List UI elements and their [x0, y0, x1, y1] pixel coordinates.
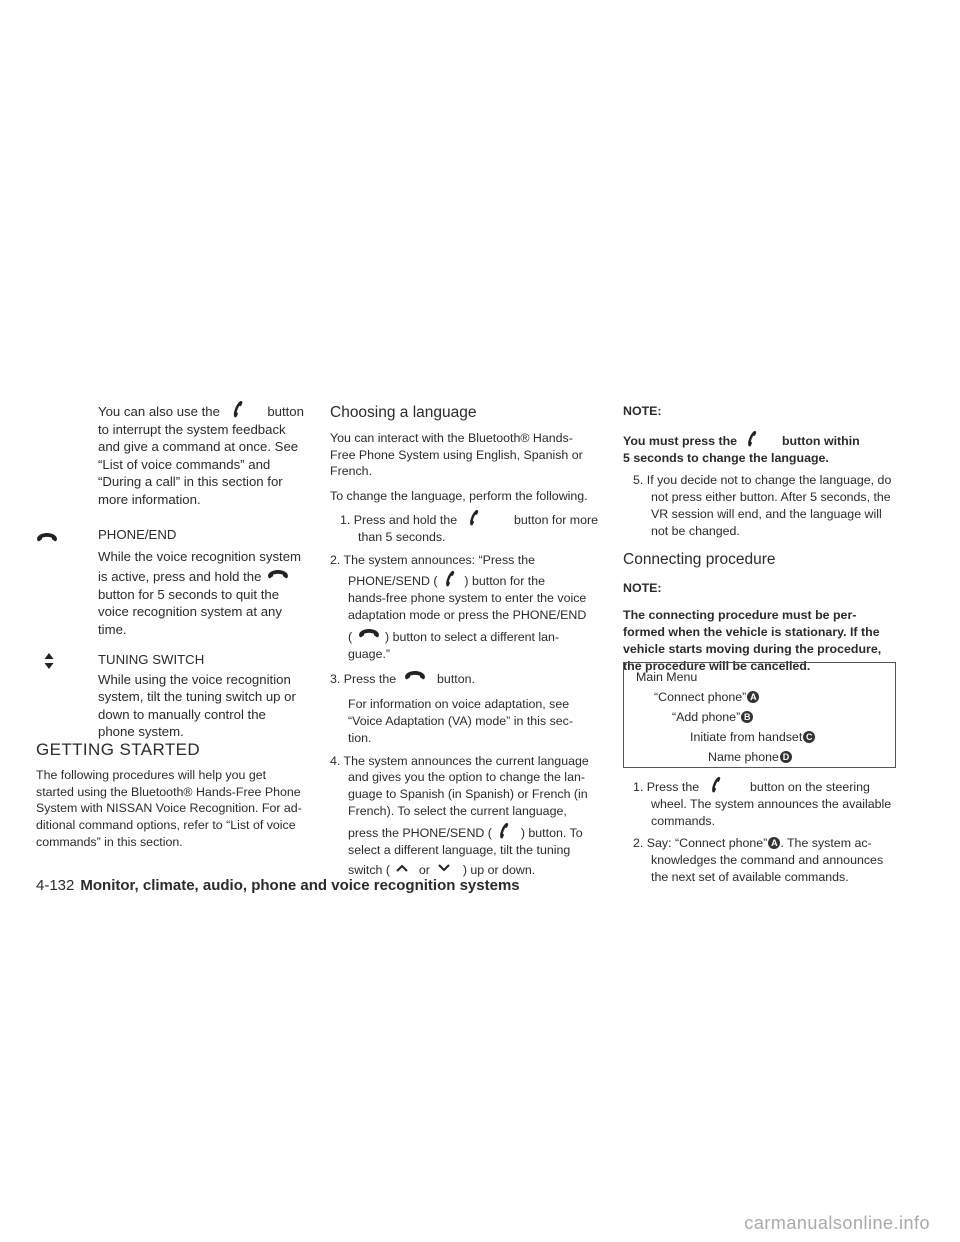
- text: Free Phone System using English, Spanish or: [330, 447, 583, 462]
- text: is active, press and hold the: [98, 569, 262, 585]
- phone-send-talk-icon: [469, 509, 481, 526]
- marker-a: A: [747, 691, 759, 703]
- column-3: [623, 403, 896, 674]
- getting-started-section: [36, 742, 308, 851]
- phone-send-talk-icon: [747, 430, 759, 447]
- text: You can interact with the Bluetooth® Hands-: [330, 430, 573, 445]
- text: down to manually control the: [98, 706, 266, 722]
- text: French.: [330, 464, 373, 479]
- tuning-switch-icon: [44, 653, 54, 669]
- marker-a: A: [768, 837, 780, 849]
- step-5: [623, 472, 896, 539]
- section-heading: Choosing a language: [330, 404, 477, 421]
- page-footer: [36, 877, 520, 894]
- text: 2. Say: “Connect phone”: [633, 836, 768, 851]
- text: “Voice Adaptation (VA) mode” in this sec-: [348, 713, 573, 728]
- text: French). To select the current language,: [348, 803, 567, 818]
- text: 1. Press the: [633, 780, 700, 794]
- marker-d: D: [780, 751, 792, 763]
- interrupt-paragraph: [36, 400, 306, 509]
- text: ) button. To: [520, 825, 583, 840]
- text: adaptation mode or press the PHONE/END: [348, 607, 587, 622]
- phone-send-talk-icon: [445, 570, 457, 587]
- text: than 5 seconds.: [358, 529, 446, 544]
- text: While the voice recognition system: [98, 548, 302, 564]
- text: started using the Bluetooth® Hands-Free Phone: [36, 784, 301, 799]
- column-1: [36, 400, 306, 509]
- text: wheel. The system announces the available: [651, 796, 892, 811]
- text: phone system.: [98, 724, 184, 740]
- text: not be changed.: [651, 523, 740, 538]
- page-number: 4-132: [36, 877, 75, 894]
- text: 3. Press the: [330, 672, 397, 687]
- text: 4. The system announces the current language: [330, 753, 589, 768]
- text: hands-free phone system to enter the voice: [348, 591, 587, 606]
- text: ) button for the: [464, 574, 545, 589]
- item-title: PHONE/END: [98, 527, 177, 542]
- section-heading: Connecting procedure: [623, 550, 776, 568]
- text: The connecting procedure must be per-: [623, 608, 857, 623]
- text: While using the voice recognition: [98, 671, 291, 687]
- text: press the PHONE/SEND (: [348, 825, 492, 840]
- item-title: TUNING SWITCH: [98, 652, 205, 667]
- text: 5. If you decide not to change the language, do: [633, 473, 892, 488]
- step-1: [330, 509, 602, 546]
- text: ditional command options, refer to “List of voice: [36, 818, 296, 833]
- text: VR session will end, and the language will: [651, 506, 882, 521]
- text: The following procedures will help you get: [36, 767, 267, 782]
- text: not press either button. After 5 seconds, the: [651, 490, 891, 505]
- text: tion.: [348, 730, 372, 745]
- phone-send-talk-icon: [232, 400, 246, 418]
- connect-step-2: [633, 835, 896, 885]
- text: or: [418, 863, 430, 878]
- text: time.: [98, 621, 127, 637]
- menu-item: Initiate from handset: [690, 730, 803, 744]
- marker-b: B: [741, 711, 753, 723]
- menu-item: “Connect phone”: [654, 690, 747, 704]
- text: and gives you the option to change the lan-: [348, 770, 585, 785]
- text: ) button to select a different lan-: [385, 629, 560, 644]
- chapter-title: Monitor, climate, audio, phone and voice recognition systems: [80, 877, 520, 894]
- text: formed when the vehicle is stationary. If the: [623, 624, 880, 639]
- section-heading: GETTING STARTED: [36, 740, 201, 759]
- text: system, tilt the tuning switch up or: [98, 689, 296, 705]
- text: . The system ac-: [780, 836, 872, 851]
- phone-end-item: [98, 526, 313, 639]
- chevron-down-icon: [437, 863, 451, 873]
- text: (: [348, 629, 353, 644]
- text: voice recognition system at any: [98, 604, 282, 620]
- text: 1. Press and hold the: [340, 512, 458, 527]
- phone-end-icon: [267, 567, 289, 580]
- text: ) up or down.: [462, 863, 536, 878]
- text: 5 seconds to change the language.: [623, 450, 829, 465]
- phone-send-talk-icon: [499, 822, 511, 839]
- step-3: [330, 668, 602, 746]
- note-label: NOTE:: [623, 404, 662, 418]
- menu-item: Name phone: [708, 750, 779, 764]
- text: commands” in this section.: [36, 834, 183, 849]
- step-2: [330, 552, 602, 663]
- text: select a different language, tilt the tuning: [348, 842, 571, 857]
- phone-send-talk-icon: [711, 776, 723, 793]
- text: more information.: [98, 491, 201, 507]
- text: the next set of available commands.: [651, 869, 849, 884]
- text: guage.”: [348, 646, 391, 661]
- tuning-switch-item: [98, 651, 313, 741]
- text: 2. The system announces: “Press the: [330, 552, 536, 567]
- chevron-up-icon: [395, 863, 409, 873]
- marker-c: C: [803, 731, 815, 743]
- note-label: NOTE:: [623, 581, 662, 596]
- phone-end-icon: [404, 668, 426, 681]
- text: commands.: [651, 813, 716, 828]
- text: switch (: [348, 863, 390, 878]
- text: button: [267, 404, 304, 419]
- text: to interrupt the system feedback: [98, 421, 286, 437]
- watermark: carmanualsonline.info: [744, 1213, 930, 1233]
- text: You must press the: [623, 433, 738, 448]
- text: button within: [781, 433, 860, 448]
- text: and give a command at once. See: [98, 439, 299, 455]
- text: To change the language, perform the following.: [330, 489, 588, 504]
- text: knowledges the command and announces: [651, 853, 884, 868]
- text: the procedure will be cancelled.: [623, 658, 811, 673]
- text: PHONE/SEND (: [348, 574, 438, 589]
- text: button.: [437, 672, 475, 687]
- text: button for more: [514, 512, 599, 527]
- text: button for 5 seconds to quit the: [98, 586, 280, 602]
- text: guage to Spanish (in Spanish) or French (in: [348, 787, 588, 802]
- text: You can also use the: [98, 404, 220, 419]
- text: For information on voice adaptation, see: [348, 697, 570, 712]
- text: vehicle starts moving during the procedure,: [623, 641, 882, 656]
- menu-item: “Add phone”: [672, 710, 741, 724]
- phone-end-icon: [36, 530, 58, 543]
- connect-steps: [633, 776, 896, 886]
- text: button on the steering: [750, 780, 870, 794]
- phone-end-icon: [358, 626, 380, 639]
- text: “List of voice commands” and: [98, 456, 271, 472]
- text: System with NISSAN Voice Recognition. For ad-: [36, 801, 302, 816]
- menu-item: Main Menu: [636, 670, 698, 684]
- step-4: [330, 753, 602, 880]
- connect-step-1: [633, 776, 896, 829]
- menu-tree-box: [623, 662, 896, 768]
- text: “During a call” in this section for: [98, 474, 283, 490]
- column-2: [330, 405, 602, 879]
